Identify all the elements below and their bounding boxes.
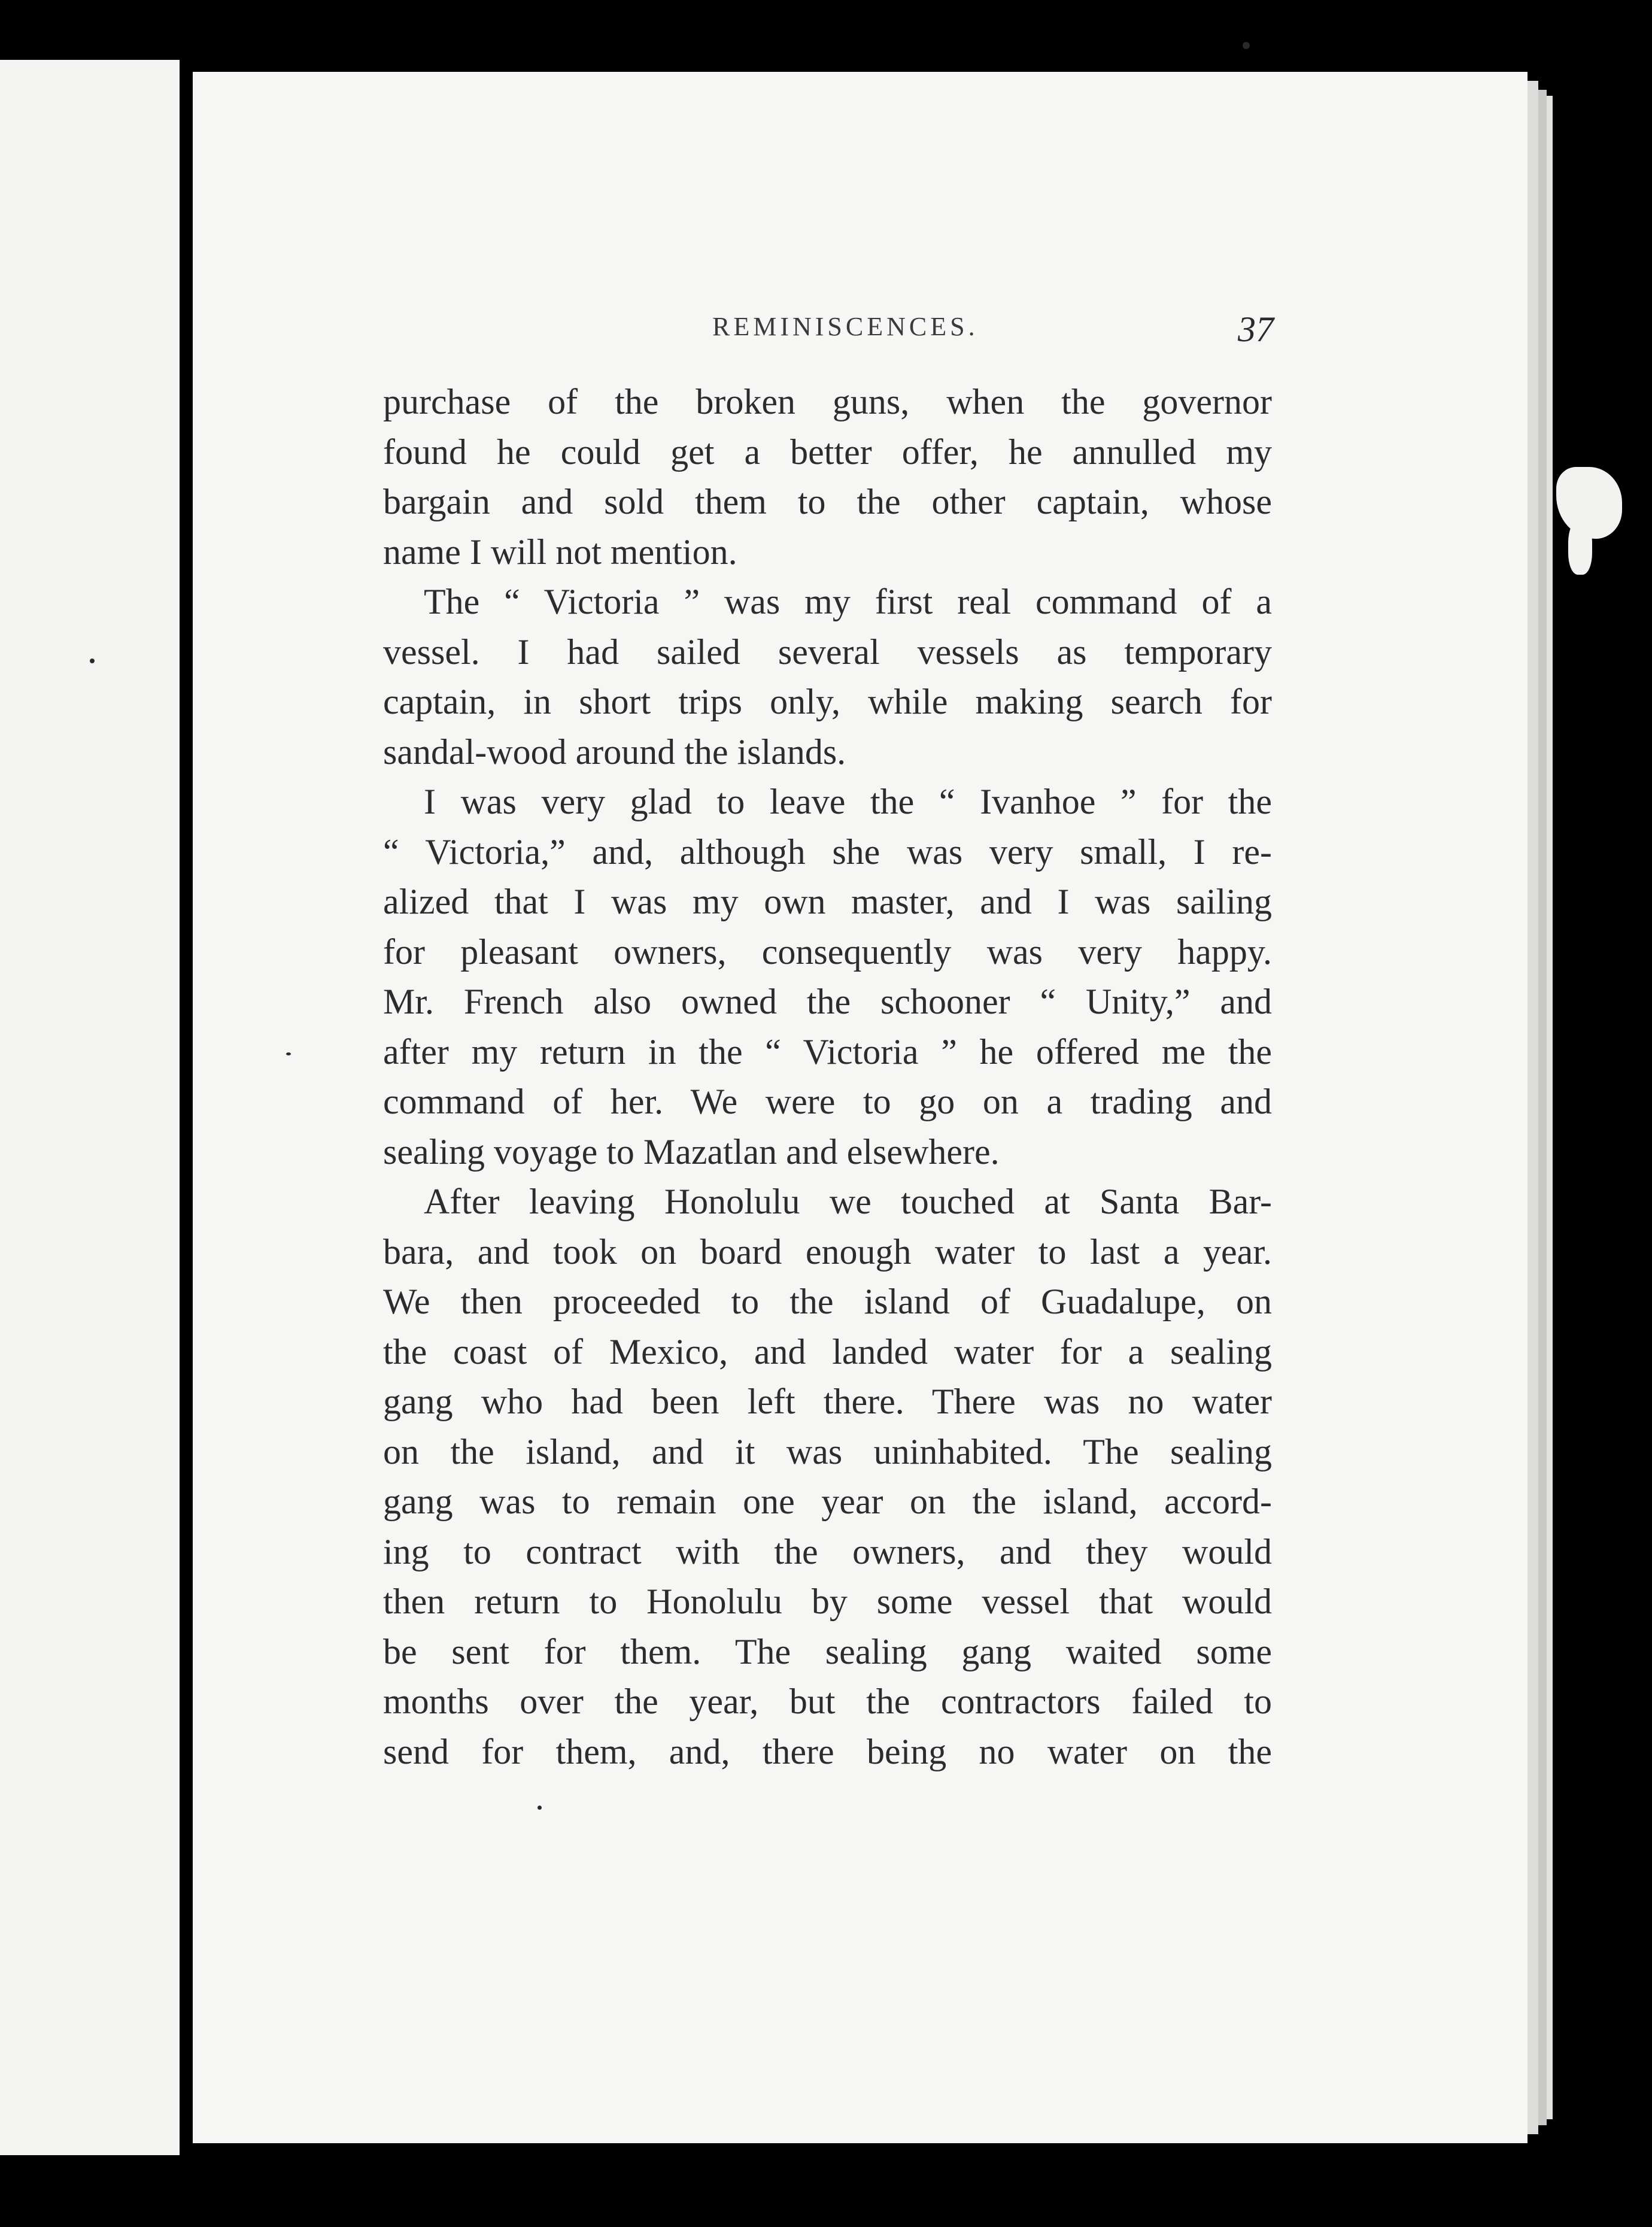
body-text [383,377,1272,1777]
page-edge [1538,90,1547,2125]
text-line: vessel. I had sailed several vessels as temporary [383,632,1272,672]
text-line: command of her. We were to go on a trading and [383,1082,1272,1121]
text-line: then return to Honolulu by some vessel that would [383,1582,1272,1621]
text-line: sandal-wood around the islands. [383,732,846,772]
paper-tear-mark [1568,521,1592,575]
text-line: the coast of Mexico, and landed water for a sealing [383,1331,1272,1372]
text-line: be sent for them. The sealing gang waited some [383,1631,1272,1671]
text-line: The “ Victoria ” was my first real command of a [424,582,1272,621]
text-line: Mr. French also owned the schooner “ Unity,” and [383,982,1272,1021]
text-line: after my return in the “ Victoria ” he offered me the [383,1031,1272,1072]
text-line: bara, and took on board enough water to last a year. [383,1231,1272,1272]
speck [90,659,95,663]
text-line: months over the year, but the contractors failed to [383,1682,1272,1721]
text-line: on the island, and it was uninhabited. The sealing [383,1431,1272,1471]
text-line: found he could get a better offer, he annulled my [383,432,1272,472]
text-line: captain, in short trips only, while making search for [383,682,1272,721]
speck [286,1052,291,1055]
running-head: REMINISCENCES. [712,312,979,341]
text-line: We then proceeded to the island of Guadalupe, on [383,1282,1272,1321]
text-line: name I will not mention. [383,532,737,572]
text-line: gang was to remain one year on the island, accord- [383,1482,1272,1521]
text-line: sealing voyage to Mazatlan and elsewhere. [383,1131,1000,1172]
page-edge [1528,81,1538,2134]
text-line: gang who had been left there. There was no water [383,1382,1272,1421]
page-number: 37 [1238,310,1274,349]
text-line: for pleasant owners, consequently was very happy. [383,932,1272,972]
speck [1243,42,1250,49]
text-line: I was very glad to leave the “ Ivanhoe ” for the [424,782,1272,821]
text-line: bargain and sold them to the other captain, whose [383,482,1272,521]
book-gutter [180,60,194,2155]
page-edge [1547,96,1553,2119]
facing-page [0,60,187,2155]
text-line: After leaving Honolulu we touched at Santa Bar- [424,1182,1272,1221]
speck [537,1806,542,1810]
text-line: “ Victoria,” and, although she was very small, I re- [383,832,1272,872]
text-line: purchase of the broken guns, when the governor [383,382,1272,421]
text-line: send for them, and, there being no water on the [383,1731,1272,1771]
text-line: ing to contract with the owners, and they would [383,1531,1272,1571]
text-line: alized that I was my own master, and I was sailing [383,882,1272,921]
